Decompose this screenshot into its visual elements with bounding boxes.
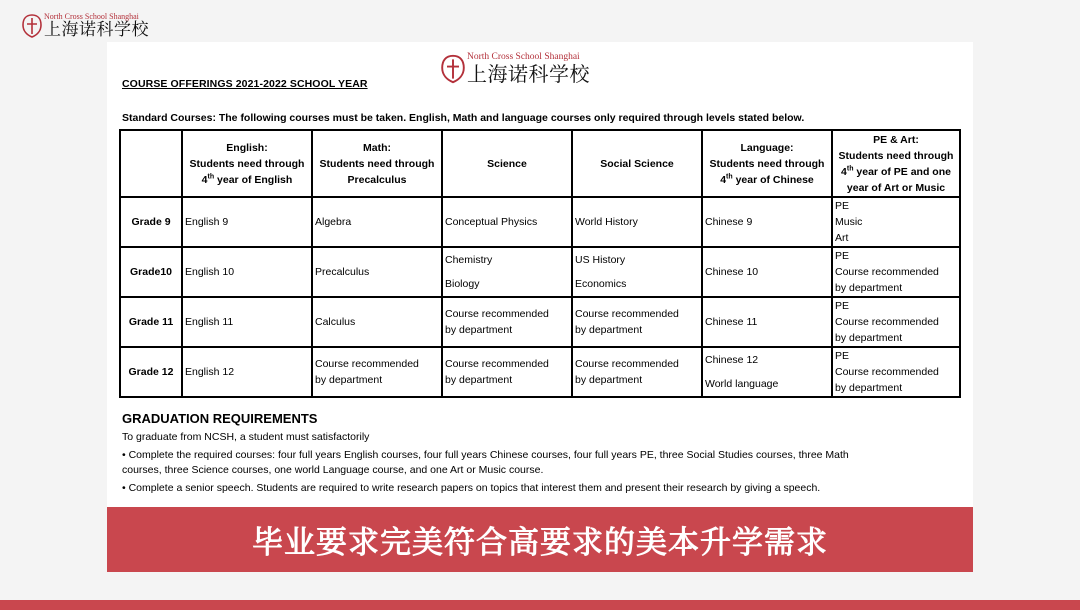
bottom-accent-band (0, 600, 1080, 610)
grade-cell: Grade10 (120, 247, 182, 297)
english-cell: English 10 (182, 247, 312, 297)
header-science: Science (442, 130, 572, 197)
science-cell: Course recommended by department (442, 347, 572, 397)
graduation-bullet-1-line-1: • Complete the required courses: four full years English courses, four full years Chinese courses, four full years PE, three Social Studies courses, three Math (122, 449, 849, 461)
science-cell: Conceptual Physics (442, 197, 572, 247)
social-science-cell: US History Economics (572, 247, 702, 297)
school-logo-document (441, 52, 590, 86)
grade-cell: Grade 9 (120, 197, 182, 247)
banner-text: 毕业要求完美符合高要求的美本升学需求 (252, 525, 828, 561)
table-row (120, 197, 960, 247)
math-cell: Algebra (312, 197, 442, 247)
document-page (107, 42, 973, 572)
language-cell: Chinese 11 (702, 297, 832, 347)
graduation-bullet-2: • Complete a senior speech. Students are required to write research papers on topics that interest them and present their research by giving a speech. (122, 482, 821, 494)
science-cell: Chemistry Biology (442, 247, 572, 297)
table-row (120, 247, 960, 297)
language-cell: Chinese 12 World language (702, 347, 832, 397)
school-crest-icon (441, 54, 465, 84)
logo-english-name: North Cross School Shanghai (467, 52, 580, 62)
grade-cell: Grade 12 (120, 347, 182, 397)
header-pe-art: PE & Art: Students need through 4th year of PE and one year of Art or Music (832, 130, 960, 197)
pe-art-cell: PE Music Art (832, 197, 960, 247)
social-science-cell: Course recommended by department (572, 347, 702, 397)
header-language: Language: Students need through 4th year of Chinese (702, 130, 832, 197)
logo-chinese-name: 上海诺科学校 (467, 62, 590, 86)
pe-art-cell: PE Course recommended by department (832, 247, 960, 297)
language-cell: Chinese 10 (702, 247, 832, 297)
math-cell: Course recommended by department (312, 347, 442, 397)
math-cell: Calculus (312, 297, 442, 347)
header-english: English: Students need through 4th year of English (182, 130, 312, 197)
course-offerings-table (119, 129, 961, 398)
english-cell: English 9 (182, 197, 312, 247)
graduation-intro: To graduate from NCSH, a student must satisfactorily (122, 431, 370, 443)
document-title: COURSE OFFERINGS 2021-2022 SCHOOL YEAR (122, 78, 368, 90)
pe-art-cell: PE Course recommended by department (832, 347, 960, 397)
header-social-science: Social Science (572, 130, 702, 197)
math-cell: Precalculus (312, 247, 442, 297)
logo-chinese-name: 上海诺科学校 (44, 20, 149, 40)
headline-banner (107, 507, 973, 572)
school-logo-top (22, 12, 149, 40)
table-row (120, 297, 960, 347)
logo-english-name: North Cross School Shanghai (44, 12, 139, 21)
graduation-bullet-1-line-2: courses, three Science courses, one world Language course, and one Art or Music course. (122, 464, 544, 476)
header-math: Math: Students need through Precalculus (312, 130, 442, 197)
table-row (120, 347, 960, 397)
pe-art-cell: PE Course recommended by department (832, 297, 960, 347)
school-crest-icon (22, 14, 42, 38)
standard-courses-note: Standard Courses: The following courses must be taken. English, Math and language courses only required through levels stated below. (122, 112, 805, 124)
graduation-requirements-title: GRADUATION REQUIREMENTS (122, 411, 318, 426)
social-science-cell: Course recommended by department (572, 297, 702, 347)
social-science-cell: World History (572, 197, 702, 247)
table-header-row (120, 130, 960, 197)
header-grade (120, 130, 182, 197)
english-cell: English 11 (182, 297, 312, 347)
grade-cell: Grade 11 (120, 297, 182, 347)
english-cell: English 12 (182, 347, 312, 397)
language-cell: Chinese 9 (702, 197, 832, 247)
science-cell: Course recommended by department (442, 297, 572, 347)
